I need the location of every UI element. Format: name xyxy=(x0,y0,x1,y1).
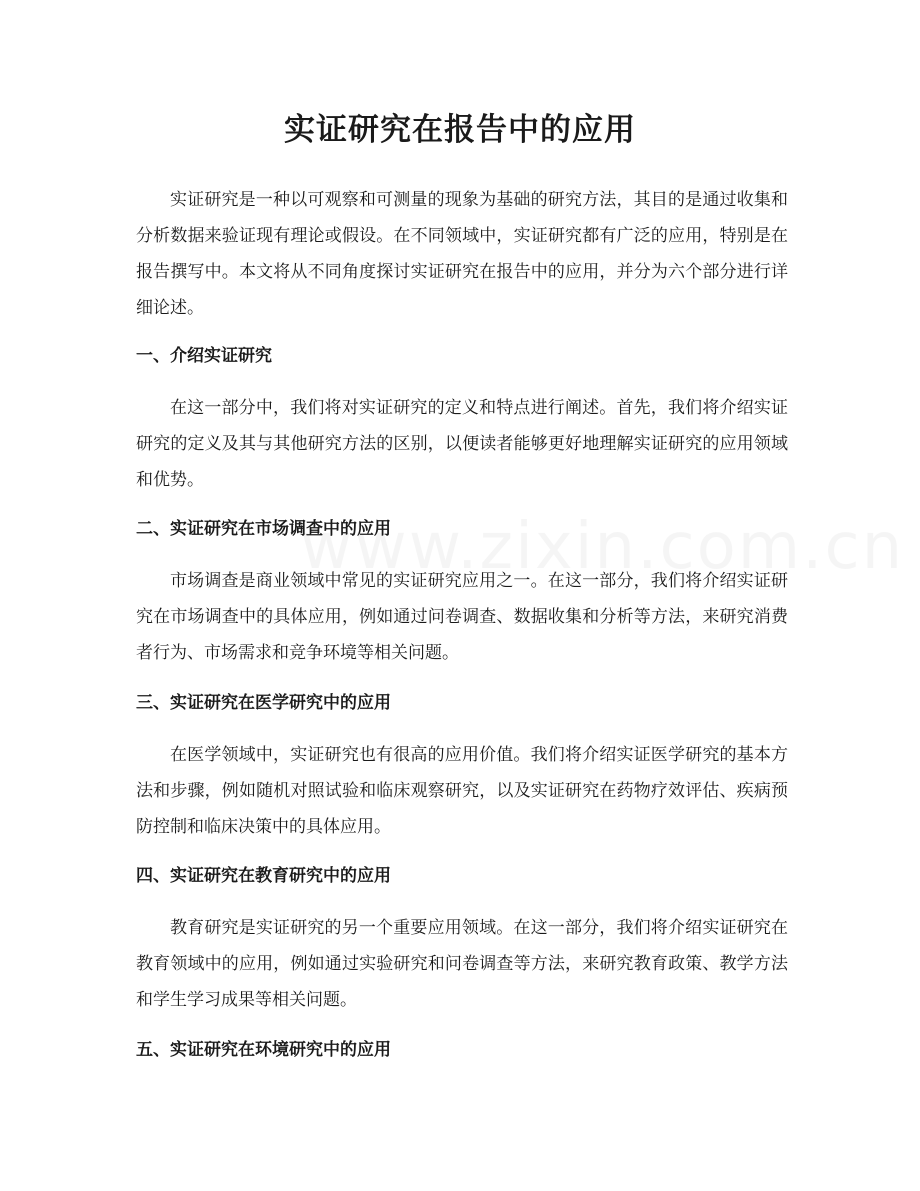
section-heading-1: 一、介绍实证研究 xyxy=(136,346,272,366)
section-heading-2: 二、实证研究在市场调查中的应用 xyxy=(136,519,391,539)
section-heading-5: 五、实证研究在环境研究中的应用 xyxy=(136,1040,391,1060)
section-heading-3: 三、实证研究在医学研究中的应用 xyxy=(136,693,391,713)
section-body-1: 在这一部分中，我们将对实证研究的定义和特点进行阐述。首先，我们将介绍实证研究的定义及其与其他研究方法的区别，以便读者能够更好地理解实证研究的应用领域和优势。 xyxy=(136,398,788,490)
intro-paragraph: 实证研究是一种以可观察和可测量的现象为基础的研究方法，其目的是通过收集和分析数据来验证现有理论或假设。在不同领域中，实证研究都有广泛的应用，特别是在报告撰写中。本文将从不同角度探讨实证研究在报告中的应用，并分为六个部分进行详细论述。 xyxy=(136,190,788,318)
section-heading-4: 四、实证研究在教育研究中的应用 xyxy=(136,866,391,886)
section-body-3: 在医学领域中，实证研究也有很高的应用价值。我们将介绍实证医学研究的基本方法和步骤，例如随机对照试验和临床观察研究，以及实证研究在药物疗效评估、疾病预防控制和临床决策中的具体应用。 xyxy=(136,745,788,837)
document-title: 实证研究在报告中的应用 xyxy=(284,112,636,148)
section-body-4: 教育研究是实证研究的另一个重要应用领域。在这一部分，我们将介绍实证研究在教育领域中的应用，例如通过实验研究和问卷调查等方法，来研究教育政策、教学方法和学生学习成果等相关问题。 xyxy=(136,918,788,1010)
section-body-2: 市场调查是商业领域中常见的实证研究应用之一。在这一部分，我们将介绍实证研究在市场调查中的具体应用，例如通过问卷调查、数据收集和分析等方法，来研究消费者行为、市场需求和竞争环境等相关问题。 xyxy=(136,571,788,663)
